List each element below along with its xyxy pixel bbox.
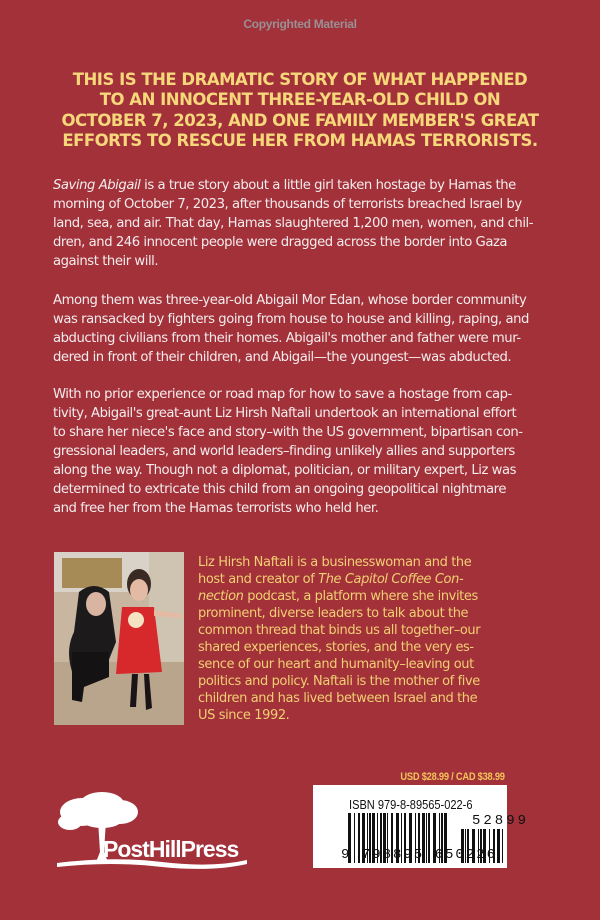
copyright-watermark: Copyrighted Material bbox=[243, 17, 357, 31]
text-line bbox=[53, 176, 516, 195]
text-line: politics and policy. Naftali is the mother of five bbox=[198, 674, 480, 689]
isbn-number: ISBN 979-8-89565-022-6 bbox=[349, 797, 473, 812]
text-line: to share her niece's face and story–with the US government, bipartisan con- bbox=[53, 425, 523, 440]
headline-line: TO AN INNOCENT THREE-YEAR-OLD CHILD ON bbox=[99, 90, 501, 110]
text-line: tivity, Abigail's great-aunt Liz Hirsh Naftali undertook an international effort bbox=[53, 406, 517, 421]
text-line: dren, and 246 innocent people were dragged across the border into Gaza bbox=[53, 235, 508, 250]
description-paragraph-3 bbox=[53, 385, 523, 518]
text-line: children and has lived between Israel and the bbox=[198, 691, 478, 706]
text-line: prominent, diverse leaders to talk about the bbox=[198, 606, 469, 621]
text-line: With no prior experience or road map for how to save a hostage from cap- bbox=[53, 387, 512, 402]
text-span: host and creator of bbox=[198, 572, 319, 587]
book-title: Saving Abigail bbox=[53, 178, 141, 193]
ean-digits: 9 798895 650226 bbox=[341, 847, 498, 863]
text-line: Liz Hirsh Naftali is a businesswoman and the bbox=[198, 555, 472, 570]
text-line: against their will. bbox=[53, 254, 159, 269]
text-line: determined to extricate this child from an ongoing geopolitical nightmare bbox=[53, 482, 506, 497]
text-line: and free her from the Hamas terrorists who held her. bbox=[53, 501, 379, 516]
text-line: common thread that binds us all together–our bbox=[198, 623, 481, 638]
text-span: is a true story about a little girl taken hostage by Hamas the bbox=[140, 178, 516, 193]
price-label: USD $28.99 / CAD $38.99 bbox=[400, 771, 505, 783]
barcode-bar bbox=[502, 829, 503, 863]
text-line: was ransacked by fighters going from house to house and killing, raping, and bbox=[53, 312, 529, 327]
text-line: along the way. Though not a diplomat, politician, or military expert, Liz was bbox=[53, 463, 517, 478]
podcast-title: nection bbox=[198, 589, 244, 604]
text-line: shared experiences, stories, and the very es- bbox=[198, 640, 474, 655]
publisher-name: PostHillPress bbox=[103, 836, 239, 862]
text-line: sence of our heart and humanity–leaving out bbox=[198, 657, 474, 672]
headline-line: EFFORTS TO RESCUE HER FROM HAMAS TERRORISTS. bbox=[62, 130, 538, 150]
text-line: abducting civilians from their homes. Abigail's mother and father were mur- bbox=[53, 331, 521, 346]
description-paragraph-1 bbox=[53, 176, 534, 271]
text-line: US since 1992. bbox=[198, 708, 290, 723]
author-photo bbox=[54, 552, 184, 725]
text-line: Among them was three-year-old Abigail Mor Edan, whose border community bbox=[53, 293, 527, 308]
headline bbox=[40, 70, 560, 151]
text-span: podcast, a platform where she invites bbox=[243, 589, 478, 604]
text-line: morning of October 7, 2023, after thousands of terrorists breached Israel by bbox=[53, 197, 522, 212]
text-line: land, sea, and air. That day, Hamas slaughtered 1,200 men, women, and chil- bbox=[53, 216, 534, 231]
text-line: dered in front of their children, and Abigail—the youngest—was abducted. bbox=[53, 350, 512, 365]
author-bio bbox=[198, 554, 505, 724]
text-line: gressional leaders, and world leaders–finding unlikely allies and supporters bbox=[53, 444, 515, 459]
price-code: 52899 bbox=[472, 813, 530, 829]
headline-line: THIS IS THE DRAMATIC STORY OF WHAT HAPPENED bbox=[72, 70, 528, 89]
isbn-barcode bbox=[313, 785, 530, 868]
barcode-bar bbox=[497, 829, 500, 863]
text-line bbox=[198, 571, 505, 588]
text-line bbox=[198, 588, 505, 605]
podcast-title: The Capitol Coffee Con- bbox=[318, 572, 464, 587]
description-paragraph-2 bbox=[53, 291, 529, 367]
headline-line: OCTOBER 7, 2023, AND ONE FAMILY MEMBER'S GREAT bbox=[61, 110, 539, 130]
